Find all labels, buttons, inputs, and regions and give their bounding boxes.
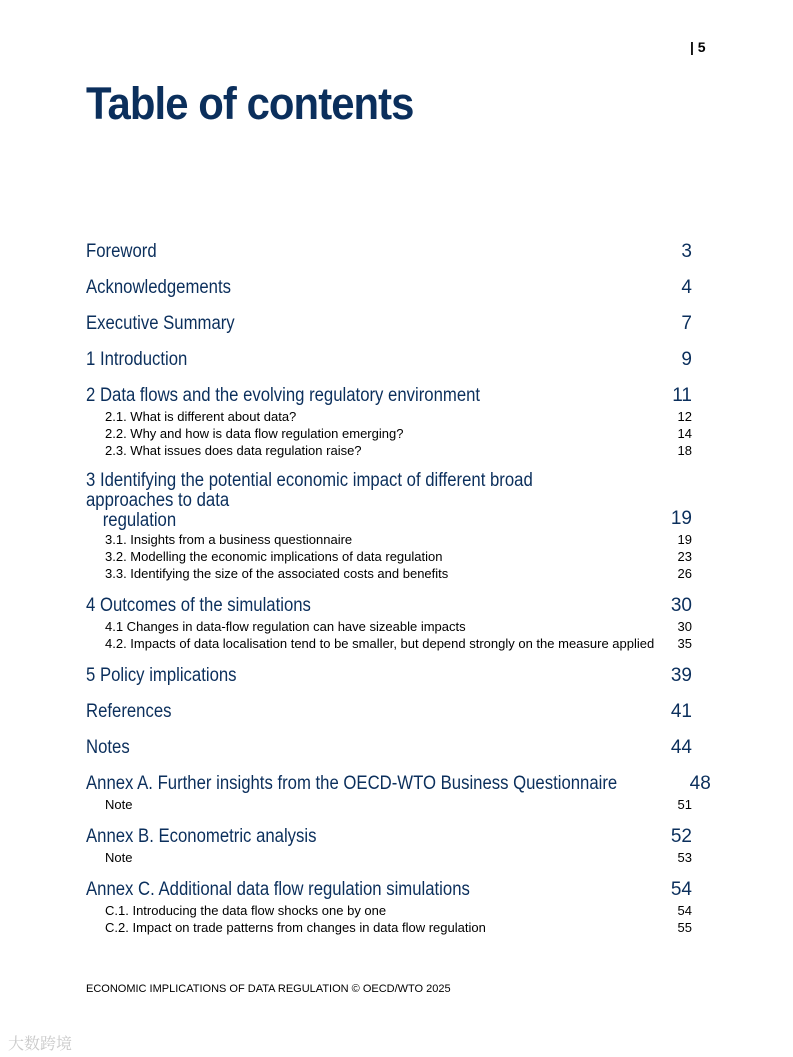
toc-chapter-title bbox=[86, 348, 187, 372]
toc-chapter-title-text: Notes bbox=[86, 737, 130, 758]
toc-chapter-title bbox=[86, 700, 172, 724]
toc-chapter-title bbox=[86, 471, 601, 531]
toc-chapter-link[interactable] bbox=[86, 772, 711, 796]
toc-chapter-title-text: 4 Outcomes of the simulations bbox=[86, 595, 311, 616]
toc-section-page-number: 53 bbox=[677, 850, 692, 865]
toc-entry bbox=[86, 736, 692, 760]
toc-section-title: Note bbox=[105, 797, 133, 812]
toc-chapter-title bbox=[86, 240, 157, 264]
toc-entry bbox=[86, 276, 692, 300]
toc-section-link[interactable] bbox=[86, 796, 692, 813]
footer: ECONOMIC IMPLICATIONS OF DATA REGULATION © OECD/WTO 2025 bbox=[86, 983, 451, 995]
toc-section-title: 2.2. Why and how is data flow regulation emerging? bbox=[105, 426, 404, 441]
watermark: 大数跨境 bbox=[8, 1036, 73, 1053]
toc-page-number: 41 bbox=[670, 701, 692, 722]
page-number: | 5 bbox=[690, 39, 706, 55]
toc-section-page-number: 30 bbox=[677, 619, 692, 634]
toc-section-page-number: 55 bbox=[677, 920, 692, 935]
toc-chapter-title bbox=[86, 384, 480, 408]
toc-section-title: 3.3. Identifying the size of the associated costs and benefits bbox=[105, 566, 449, 581]
toc-section-title: 4.1 Changes in data-flow regulation can have sizeable impacts bbox=[105, 619, 466, 634]
toc-chapter-link[interactable] bbox=[86, 700, 692, 724]
toc-entry bbox=[86, 312, 692, 336]
toc-section-page-number: 18 bbox=[677, 443, 692, 458]
toc-entry bbox=[86, 384, 692, 459]
page-title: Table of contents bbox=[86, 78, 414, 129]
toc-chapter-title-text: 1 Introduction bbox=[86, 349, 188, 370]
toc-chapter-link[interactable] bbox=[86, 594, 692, 618]
toc-chapter-link[interactable] bbox=[86, 825, 692, 849]
toc-section-title: C.2. Impact on trade patterns from changes in data flow regulation bbox=[105, 920, 486, 935]
toc-section-page-number: 19 bbox=[677, 532, 692, 547]
toc-section-page-number: 14 bbox=[677, 426, 692, 441]
toc-section-page-number: 26 bbox=[677, 566, 692, 581]
toc-page-number: 3 bbox=[681, 241, 692, 262]
toc-chapter-title bbox=[86, 772, 617, 796]
toc-chapter-title-text: Executive Summary bbox=[86, 313, 235, 334]
toc-chapter-title-text: 5 Policy implications bbox=[86, 665, 237, 686]
toc-page-number: 39 bbox=[670, 665, 692, 686]
toc-entry bbox=[86, 594, 692, 652]
toc-page-number: 30 bbox=[670, 595, 692, 616]
toc-section-link[interactable] bbox=[86, 618, 692, 635]
toc-section-page-number: 35 bbox=[677, 636, 692, 651]
toc-chapter-title-text: Foreword bbox=[86, 241, 157, 262]
toc-section-link[interactable] bbox=[86, 425, 692, 442]
toc-chapter-title-text: Annex B. Econometric analysis bbox=[86, 826, 317, 847]
table-of-contents bbox=[86, 240, 711, 948]
toc-entry bbox=[86, 825, 692, 866]
toc-section-title: Note bbox=[105, 850, 133, 865]
toc-chapter-title-text: Annex C. Additional data flow regulation simulations bbox=[86, 879, 470, 900]
toc-chapter-title bbox=[86, 878, 470, 902]
toc-page-number: 19 bbox=[670, 508, 692, 529]
toc-chapter-title bbox=[86, 276, 231, 300]
toc-entry bbox=[86, 348, 692, 372]
toc-chapter-title bbox=[86, 736, 130, 760]
toc-section-title: C.1. Introducing the data flow shocks one by one bbox=[105, 903, 387, 918]
toc-chapter-title-continued: regulation bbox=[102, 510, 177, 531]
toc-chapter-link[interactable] bbox=[86, 384, 692, 408]
toc-section-link[interactable] bbox=[86, 849, 692, 866]
toc-section-link[interactable] bbox=[86, 442, 692, 459]
toc-page-number: 4 bbox=[681, 277, 692, 298]
toc-page-number: 48 bbox=[689, 773, 711, 794]
toc-entry bbox=[86, 240, 692, 264]
toc-page-number: 9 bbox=[681, 349, 692, 370]
toc-section-link[interactable] bbox=[86, 548, 692, 565]
toc-section-link[interactable] bbox=[86, 635, 692, 652]
toc-section-page-number: 54 bbox=[677, 903, 692, 918]
toc-page-number: 54 bbox=[670, 879, 692, 900]
toc-chapter-link[interactable] bbox=[86, 312, 692, 336]
toc-chapter-link[interactable] bbox=[86, 664, 692, 688]
toc-chapter-link[interactable] bbox=[86, 878, 692, 902]
toc-entry bbox=[86, 664, 692, 688]
toc-chapter-link[interactable] bbox=[86, 348, 692, 372]
toc-section-page-number: 51 bbox=[677, 797, 692, 812]
toc-section-title: 4.2. Impacts of data localisation tend to be smaller, but depend strongly on the measure applied bbox=[105, 636, 655, 651]
toc-section-title: 3.2. Modelling the economic implications of data regulation bbox=[105, 549, 443, 564]
toc-page-number: 11 bbox=[672, 385, 692, 406]
toc-section-page-number: 12 bbox=[677, 409, 692, 424]
toc-section-title: 3.1. Insights from a business questionnaire bbox=[105, 532, 353, 547]
toc-chapter-link[interactable] bbox=[86, 736, 692, 760]
toc-section-link[interactable] bbox=[86, 902, 692, 919]
toc-page-number: 7 bbox=[681, 313, 692, 334]
toc-entry bbox=[86, 878, 692, 936]
toc-section-link[interactable] bbox=[86, 919, 692, 936]
toc-entry bbox=[86, 471, 692, 582]
toc-chapter-link[interactable] bbox=[86, 276, 692, 300]
toc-chapter-link[interactable] bbox=[86, 471, 692, 531]
toc-chapter-title bbox=[86, 825, 316, 849]
toc-chapter-link[interactable] bbox=[86, 240, 692, 264]
toc-chapter-title bbox=[86, 664, 237, 688]
toc-page-number: 44 bbox=[670, 737, 692, 758]
toc-chapter-title bbox=[86, 312, 235, 336]
toc-chapter-title-text: Acknowledgements bbox=[86, 277, 231, 298]
toc-chapter-title-text: 2 Data flows and the evolving regulatory environment bbox=[86, 385, 481, 406]
toc-chapter-title-text: References bbox=[86, 701, 172, 722]
toc-section-page-number: 23 bbox=[677, 549, 692, 564]
toc-entry bbox=[86, 772, 711, 813]
toc-chapter-title-text: 3 Identifying the potential economic impact of different broad approaches to data bbox=[86, 470, 533, 511]
toc-section-title: 2.1. What is different about data? bbox=[105, 409, 297, 424]
toc-section-link[interactable] bbox=[86, 408, 692, 425]
toc-chapter-title bbox=[86, 594, 311, 618]
toc-section-link[interactable] bbox=[86, 531, 692, 548]
toc-section-link[interactable] bbox=[86, 565, 692, 582]
toc-chapter-title-text: Annex A. Further insights from the OECD-WTO Business Questionnaire bbox=[86, 773, 618, 794]
toc-page-number: 52 bbox=[670, 826, 692, 847]
toc-section-title: 2.3. What issues does data regulation raise? bbox=[105, 443, 362, 458]
toc-entry bbox=[86, 700, 692, 724]
